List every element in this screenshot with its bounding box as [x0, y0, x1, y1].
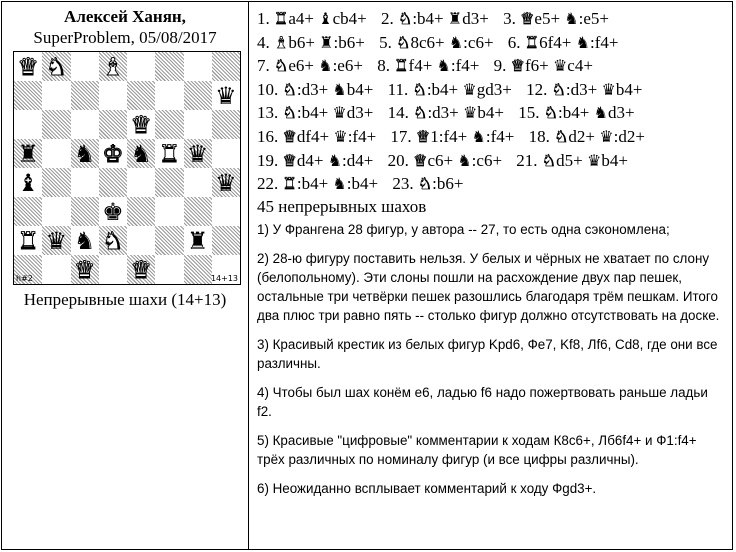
- move-number: 12.: [526, 79, 552, 99]
- board-square: [14, 52, 42, 81]
- white-knight-icon: ♞: [412, 79, 427, 99]
- white-move: :b4+: [412, 9, 448, 28]
- board-square: [99, 52, 127, 81]
- board-square: [14, 168, 42, 197]
- black-move: :f4+: [485, 126, 519, 146]
- white-move: :b6+: [432, 174, 464, 194]
- chess-board: [13, 51, 241, 285]
- board-square: [155, 139, 183, 168]
- black-queen-icon: ♛: [599, 126, 614, 146]
- board-square: [155, 81, 183, 110]
- board-square: [184, 139, 212, 168]
- board-square: [212, 197, 240, 226]
- author-name: Алексей Ханян,: [64, 7, 186, 26]
- white-move: d5+: [556, 150, 587, 170]
- board-square: [71, 139, 99, 168]
- black-king-icon: ♚: [102, 197, 124, 226]
- white-move: f4+: [408, 56, 437, 76]
- white-knight-icon: ♞: [551, 79, 566, 99]
- solution-moves: [257, 7, 732, 196]
- move-line: [257, 101, 732, 125]
- move-number: 21.: [516, 150, 542, 170]
- white-knight-icon: ♞: [102, 226, 124, 255]
- board-square: [71, 255, 99, 284]
- board-square: [127, 226, 155, 255]
- white-move: :d3+: [296, 79, 333, 99]
- black-queen-icon: ♛: [215, 168, 237, 197]
- move-number: 7.: [257, 56, 274, 76]
- black-rook-icon: ♜: [447, 9, 463, 28]
- white-rook-icon: ♜: [394, 56, 409, 76]
- board-square: [184, 168, 212, 197]
- white-queen-icon: ♛: [282, 150, 297, 170]
- board-square: [184, 197, 212, 226]
- black-move: :c6+: [463, 32, 498, 52]
- board-square: [71, 226, 99, 255]
- black-knight-icon: ♞: [332, 174, 347, 194]
- diagram-column: [1, 1, 249, 550]
- white-move: :b4+: [558, 103, 594, 123]
- move-number: 13.: [257, 103, 283, 123]
- board-square: [42, 139, 70, 168]
- white-move: a4+: [288, 9, 319, 28]
- white-knight-icon: ♞: [413, 103, 428, 123]
- white-move: 1:f4+: [430, 126, 472, 146]
- white-knight-icon: ♞: [541, 150, 557, 170]
- move-line: [257, 125, 732, 149]
- black-queen-icon: ♛: [586, 150, 602, 170]
- white-move: :b4+: [426, 79, 463, 99]
- board-square: [155, 226, 183, 255]
- board-grid: [14, 52, 240, 284]
- black-move: :d2+: [613, 126, 645, 146]
- board-square: [127, 52, 155, 81]
- white-knight-icon: ♞: [417, 174, 433, 194]
- move-number: 10.: [257, 79, 283, 99]
- white-move: e6+: [288, 56, 319, 76]
- comment-paragraph: 1) У Франгена 28 фигур, у автора -- 27, то есть одна сэкономлена;: [257, 222, 670, 237]
- white-move: :d3+: [427, 103, 463, 123]
- black-move: b4+: [477, 103, 509, 123]
- move-number: 4.: [257, 32, 274, 52]
- board-square: [184, 110, 212, 139]
- white-move: f6+: [524, 56, 553, 76]
- board-square: [99, 81, 127, 110]
- black-knight-icon: ♞: [436, 56, 451, 76]
- white-move: :b4+: [296, 103, 333, 123]
- board-square: [14, 139, 42, 168]
- board-square: [71, 81, 99, 110]
- black-move: :f4+: [589, 32, 619, 52]
- move-number: 1.: [257, 9, 274, 28]
- board-square: [127, 81, 155, 110]
- board-square: [127, 139, 155, 168]
- black-move: :c6+: [471, 150, 507, 170]
- white-rook-icon: ♜: [158, 139, 181, 168]
- black-move: b4+: [601, 150, 628, 170]
- board-square: [184, 255, 212, 284]
- black-move: c4+: [567, 56, 593, 76]
- source-line: SuperProblem, 05/08/2017: [33, 28, 217, 47]
- move-number: 2.: [380, 9, 398, 28]
- solution-column: [249, 1, 734, 550]
- black-move: :b6+: [333, 32, 370, 52]
- board-square: [184, 226, 212, 255]
- board-square: [14, 197, 42, 226]
- move-number: 15.: [518, 103, 544, 123]
- white-rook-icon: ♜: [274, 9, 289, 28]
- board-square: [212, 139, 240, 168]
- black-knight-icon: ♞: [73, 226, 96, 255]
- board-square: [155, 110, 183, 139]
- black-knight-icon: ♞: [73, 139, 96, 168]
- board-square: [14, 226, 42, 255]
- black-move: b4+: [615, 79, 643, 99]
- move-line: [257, 31, 732, 55]
- move-number: 23.: [392, 174, 418, 194]
- move-number: 8.: [377, 56, 395, 76]
- white-queen-icon: ♛: [415, 126, 431, 146]
- board-square: [212, 81, 240, 110]
- black-knight-icon: ♞: [332, 79, 347, 99]
- white-queen-icon: ♛: [73, 255, 96, 284]
- white-move: b6+: [288, 32, 320, 52]
- black-move: d3+: [462, 9, 494, 28]
- comment-paragraph: 3) Красивый крестик из белых фигур Kpd6, Фе7, Kf8, Лf6, Cd8, где они все различны.: [257, 337, 718, 371]
- white-knight-icon: ♞: [397, 9, 413, 28]
- move-number: 17.: [390, 126, 416, 146]
- white-knight-icon: ♞: [282, 103, 297, 123]
- black-queen-icon: ♛: [552, 56, 568, 76]
- white-bishop-icon: ♝: [102, 52, 124, 81]
- white-knight-icon: ♞: [554, 126, 569, 146]
- black-bishop-icon: ♝: [318, 9, 333, 28]
- board-square: [99, 197, 127, 226]
- move-number: 5.: [379, 32, 397, 52]
- board-square: [212, 110, 240, 139]
- black-knight-icon: ♞: [318, 56, 333, 76]
- board-square: [155, 52, 183, 81]
- comment-paragraph: 6) Неожиданно всплывает комментарий к ходу Фgd3+.: [257, 481, 597, 496]
- white-move: c6+: [427, 150, 458, 170]
- white-knight-icon: ♞: [543, 103, 559, 123]
- board-square: [99, 226, 127, 255]
- black-knight-icon: ♞: [575, 32, 590, 52]
- comment-paragraph: 5) Красивые "цифровые" комментарии к ходам К8с6+, Лб6f4+ и Ф1:f4+ трёх различных по номиналу фигур (и все цифры различны).: [257, 433, 697, 467]
- black-move: b4+: [346, 79, 378, 99]
- move-number: 11.: [387, 79, 413, 99]
- black-knight-icon: ♞: [457, 150, 472, 170]
- board-square: [127, 110, 155, 139]
- white-rook-icon: ♜: [524, 32, 540, 52]
- black-move: :e6+: [332, 56, 368, 76]
- check-count: 45 непрерывных шахов: [257, 197, 427, 216]
- black-rook-icon: ♜: [17, 139, 39, 168]
- black-knight-icon: ♞: [564, 9, 579, 28]
- white-move: :b4+: [296, 174, 333, 194]
- black-knight-icon: ♞: [593, 103, 608, 123]
- board-square: [212, 168, 240, 197]
- board-square: [42, 81, 70, 110]
- board-square: [42, 197, 70, 226]
- white-queen-icon: ♛: [282, 126, 297, 146]
- move-line: [257, 149, 732, 173]
- move-number: 3.: [503, 9, 521, 28]
- black-queen-icon: ♛: [601, 79, 616, 99]
- white-move: 8c6+: [410, 32, 449, 52]
- move-number: 16.: [257, 126, 283, 146]
- move-number: 14.: [387, 103, 414, 123]
- black-queen-icon: ♛: [215, 81, 237, 110]
- black-knight-icon: ♞: [130, 139, 152, 168]
- black-knight-icon: ♞: [448, 32, 464, 52]
- board-square: [155, 168, 183, 197]
- white-queen-icon: ♛: [413, 150, 428, 170]
- white-queen-icon: ♛: [520, 9, 535, 28]
- board-square: [155, 255, 183, 284]
- white-move: d2+: [568, 126, 600, 146]
- black-queen-icon: ♛: [332, 103, 347, 123]
- white-knight-icon: ♞: [282, 79, 297, 99]
- move-number: 18.: [528, 126, 555, 146]
- black-move: :e5+: [578, 9, 609, 28]
- board-square: [14, 81, 42, 110]
- black-move: :f4+: [347, 126, 381, 146]
- move-number: 19.: [257, 150, 283, 170]
- white-move: e5+: [534, 9, 565, 28]
- black-bishop-icon: ♝: [17, 168, 39, 197]
- board-square: [42, 110, 70, 139]
- board-square: [71, 168, 99, 197]
- move-line: [257, 54, 732, 78]
- white-move: d4+: [296, 150, 328, 170]
- board-square: [99, 139, 127, 168]
- black-move: d3+: [607, 103, 635, 123]
- black-queen-icon: ♛: [45, 226, 68, 255]
- board-square: [71, 197, 99, 226]
- comments-section: [257, 220, 725, 508]
- white-bishop-icon: ♝: [274, 32, 289, 52]
- black-move: gd3+: [476, 79, 517, 99]
- black-move: cb4+: [332, 9, 371, 28]
- white-knight-icon: ♞: [274, 56, 289, 76]
- board-square: [42, 255, 70, 284]
- move-number: 20.: [387, 150, 414, 170]
- black-rook-icon: ♜: [186, 226, 209, 255]
- board-square: [42, 52, 70, 81]
- problem-caption: Непрерывные шахи (14+13): [23, 290, 227, 309]
- white-rook-icon: ♜: [282, 174, 297, 194]
- board-square: [212, 52, 240, 81]
- white-knight-icon: ♞: [396, 32, 411, 52]
- black-queen-icon: ♛: [463, 103, 478, 123]
- board-square: [42, 168, 70, 197]
- white-queen-icon: ♛: [130, 255, 152, 284]
- board-square: [127, 197, 155, 226]
- white-rook-icon: ♜: [17, 226, 39, 255]
- board-square: [71, 110, 99, 139]
- white-move: 6f4+: [539, 32, 576, 52]
- black-queen-icon: ♛: [462, 79, 477, 99]
- board-square: [14, 110, 42, 139]
- move-line: [257, 7, 732, 31]
- black-move: :b4+: [346, 174, 383, 194]
- stipulation-label: h#2: [16, 274, 33, 283]
- black-move: :f4+: [450, 56, 484, 76]
- board-square: [71, 52, 99, 81]
- white-queen-icon: ♛: [510, 56, 525, 76]
- black-knight-icon: ♞: [327, 150, 343, 170]
- piece-count-label: 14+13: [210, 274, 238, 283]
- black-rook-icon: ♜: [319, 32, 334, 52]
- comment-paragraph: 2) 28-ю фигуру поставить нельзя. У белых и чёрных не хватает по слону (белопольному). Эти слоны пошли на расхождение двух пар пешек, остальные три четвёрки пешек разошлись благодаря трём пешкам. Итого два плюс три равно пять -- столько фигур должно отсутствовать на доске.: [257, 251, 720, 323]
- black-queen-icon: ♛: [333, 126, 348, 146]
- white-knight-icon: ♞: [45, 52, 68, 81]
- black-move: :d4+: [342, 150, 378, 170]
- board-square: [212, 226, 240, 255]
- black-queen-icon: ♛: [186, 139, 209, 168]
- white-move: :d3+: [565, 79, 602, 99]
- move-line: [257, 78, 732, 102]
- move-number: 9.: [493, 56, 511, 76]
- move-number: 22.: [257, 174, 283, 194]
- move-line: [257, 172, 732, 196]
- move-number: 6.: [507, 32, 525, 52]
- board-square: [99, 110, 127, 139]
- board-square: [127, 168, 155, 197]
- board-square: [127, 255, 155, 284]
- board-square: [99, 255, 127, 284]
- black-knight-icon: ♞: [471, 126, 486, 146]
- white-queen-icon: ♛: [130, 110, 152, 139]
- board-square: [184, 52, 212, 81]
- white-queen-icon: ♛: [17, 52, 39, 81]
- comment-paragraph: 4) Чтобы был шах конём е6, ладью f6 надо пожертвовать раньше ладьи f2.: [257, 385, 708, 419]
- board-square: [99, 168, 127, 197]
- board-square: [42, 226, 70, 255]
- board-square: [184, 81, 212, 110]
- board-square: [155, 197, 183, 226]
- white-move: df4+: [296, 126, 334, 146]
- white-king-icon: ♚: [102, 139, 124, 168]
- black-move: d3+: [346, 103, 378, 123]
